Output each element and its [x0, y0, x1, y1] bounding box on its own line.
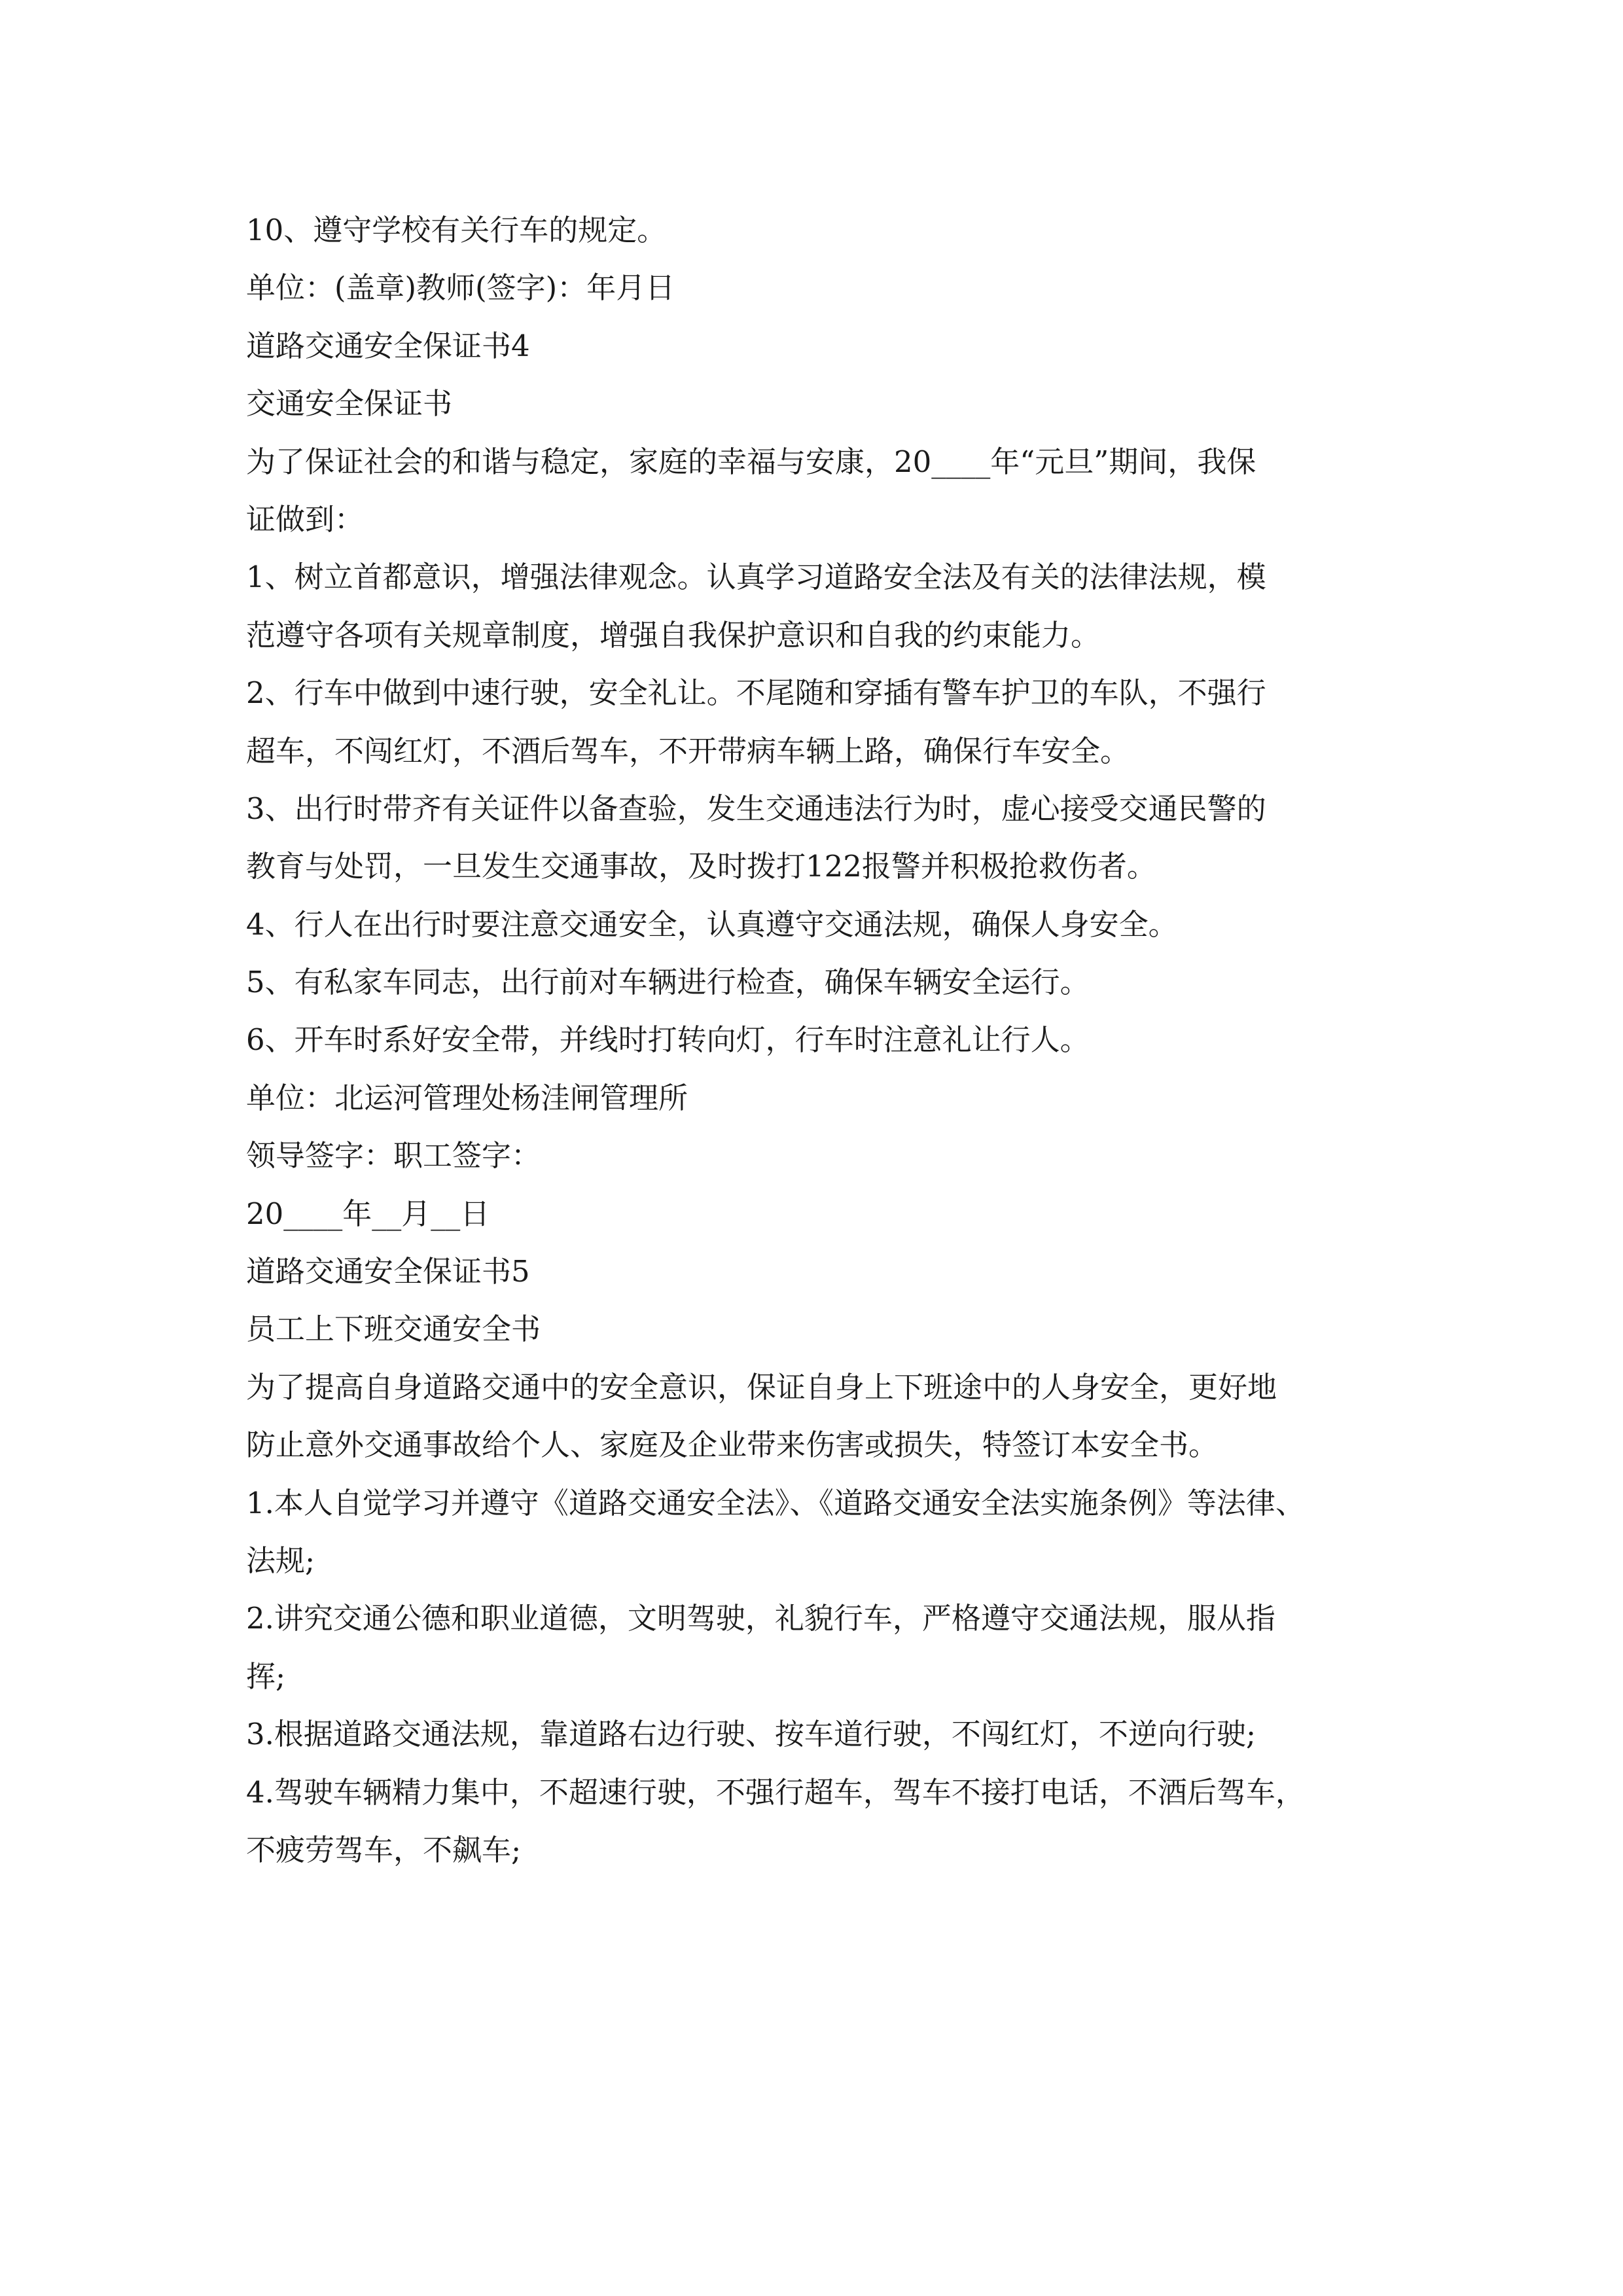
text-line: 1.本人自觉学习并遵守《道路交通安全法》、《道路交通安全法实施条例》等法律、 — [246, 1485, 1305, 1520]
text-line: 证做到： — [246, 501, 365, 537]
text-line: 不疲劳驾车，不飙车; — [246, 1832, 522, 1867]
section-subtitle: 交通安全保证书 — [246, 386, 453, 422]
date-line: 20____年__月__日 — [246, 1196, 490, 1231]
section-heading: 道路交通安全保证书4 — [246, 328, 530, 363]
text-line: 单位：北运河管理处杨洼闸管理所 — [246, 1080, 688, 1115]
section-heading: 道路交通安全保证书5 — [246, 1254, 530, 1289]
text-line: 范遵守各项有关规章制度，增强自我保护意识和自我的约束能力。 — [246, 617, 1101, 653]
text-line: 3.根据道路交通法规，靠道路右边行驶、按车道行驶，不闯红灯，不逆向行驶; — [246, 1717, 1257, 1752]
text-line: 4、行人在出行时要注意交通安全，认真遵守交通法规，确保人身安全。 — [246, 906, 1178, 942]
text-line: 为了提高自身道路交通中的安全意识，保证自身上下班途中的人身安全，更好地 — [246, 1369, 1277, 1405]
text-line: 为了保证社会的和谐与稳定，家庭的幸福与安康，20____年“元旦”期间，我保 — [246, 444, 1257, 479]
text-line: 2、行车中做到中速行驶，安全礼让。不尾随和穿插有警车护卫的车队，不强行 — [246, 675, 1266, 711]
document-body — [246, 202, 1385, 1879]
text-line: 领导签字：职工签字： — [246, 1138, 541, 1174]
text-line: 法规; — [246, 1543, 315, 1578]
text-line: 超车，不闯红灯，不酒后驾车，不开带病车辆上路，确保行车安全。 — [246, 733, 1130, 768]
text-line: 10、遵守学校有关行车的规定。 — [246, 213, 667, 247]
text-line: 教育与处罚，一旦发生交通事故，及时拨打122报警并积极抢救伤者。 — [246, 849, 1156, 884]
text-line: 单位：(盖章)教师(签字)：年月日 — [246, 270, 675, 306]
text-line: 防止意外交通事故给个人、家庭及企业带来伤害或损失，特签订本安全书。 — [246, 1427, 1219, 1463]
text-line: 6、开车时系好安全带，并线时打转向灯，行车时注意礼让行人。 — [246, 1022, 1090, 1058]
text-line: 1、树立首都意识，增强法律观念。认真学习道路安全法及有关的法律法规，模 — [246, 560, 1266, 595]
text-line: 4.驾驶车辆精力集中，不超速行驶，不强行超车，驾车不接打电话，不酒后驾车， — [246, 1774, 1305, 1810]
section-subtitle: 员工上下班交通安全书 — [246, 1312, 541, 1347]
text-line: 挥; — [246, 1659, 286, 1694]
text-line: 3、出行时带齐有关证件以备查验，发生交通违法行为时，虚心接受交通民警的 — [246, 791, 1266, 826]
text-line: 5、有私家车同志，出行前对车辆进行检查，确保车辆安全运行。 — [246, 965, 1090, 1000]
text-line: 2.讲究交通公德和职业道德，文明驾驶，礼貌行车，严格遵守交通法规，服从指 — [246, 1601, 1275, 1636]
